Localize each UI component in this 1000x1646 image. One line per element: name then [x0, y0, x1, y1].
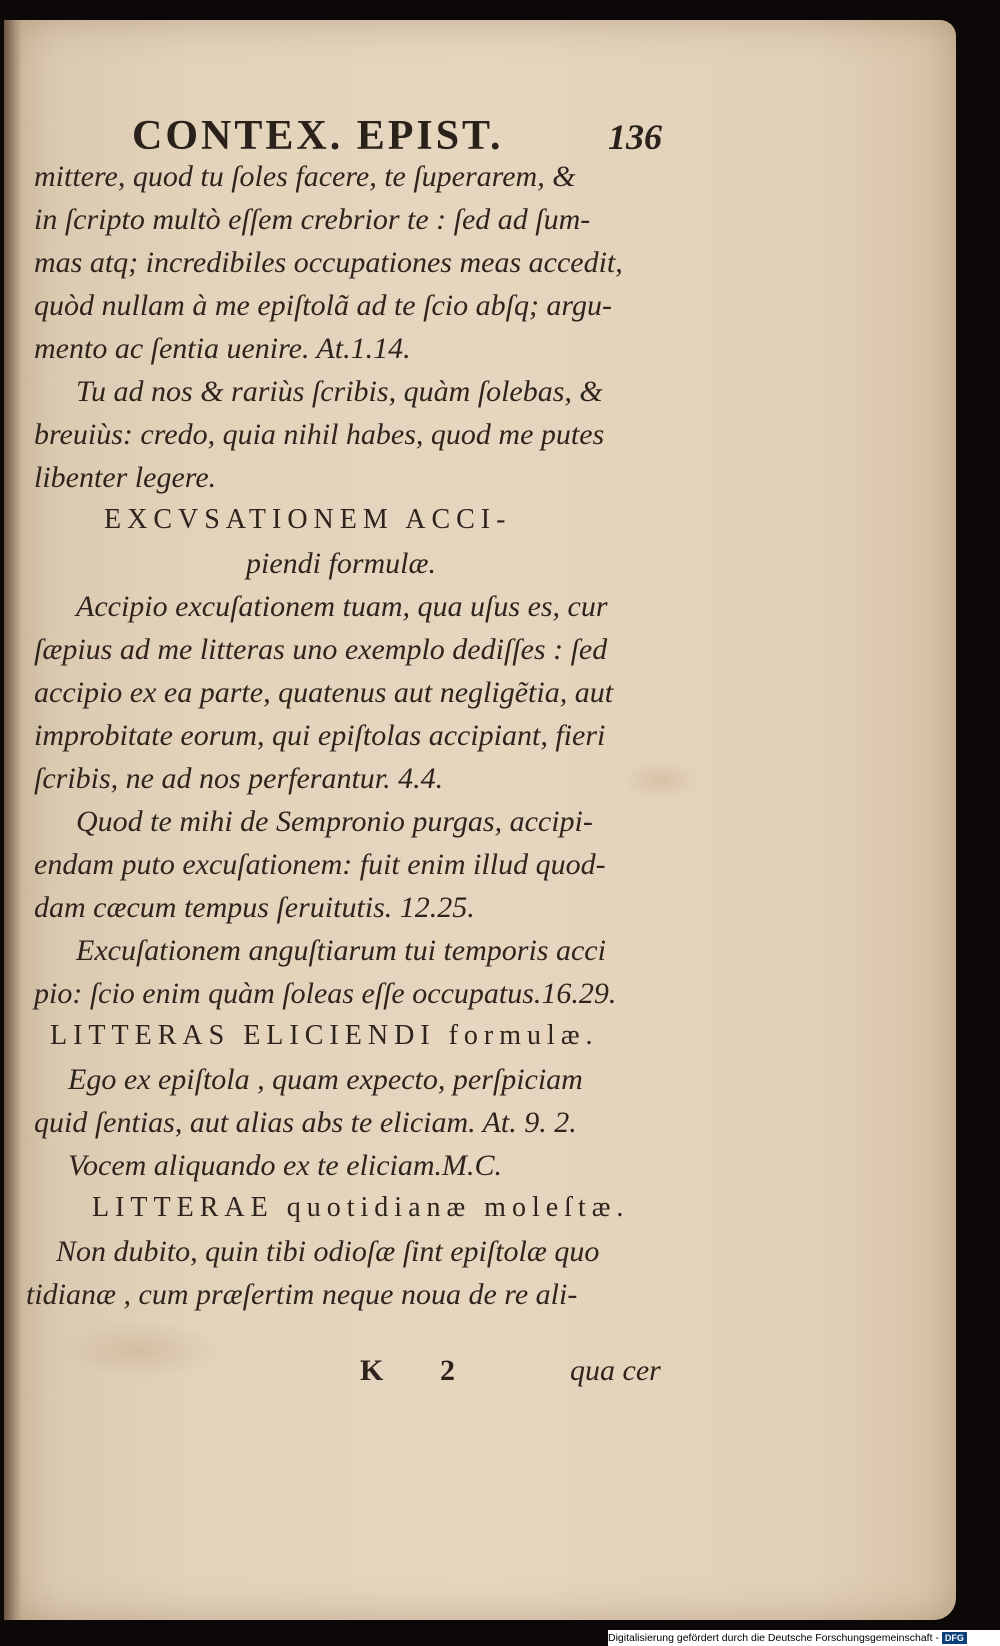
text-line: mittere, quod tu ſoles facere, te ſuperarem, &	[34, 160, 576, 193]
text-line: quid ſentias, aut alias abs te eliciam. At. 9. 2.	[34, 1106, 577, 1139]
text-line: Vocem aliquando ex te eliciam.M.C.	[68, 1149, 503, 1182]
catchline	[360, 1354, 700, 1394]
text-line: accipio ex ea parte, quatenus aut negligẽtia, aut	[34, 676, 614, 709]
text-line: pio: ſcio enim quàm ſoleas eſſe occupatus.16.29.	[34, 977, 617, 1010]
text-line: dam cæcum tempus ſeruitutis. 12.25.	[34, 891, 475, 924]
text-line: Quod te mihi de Sempronio purgas, accipi-	[76, 805, 593, 838]
digitization-credit	[608, 1630, 1000, 1646]
text-line: quòd nullam à me epiſtolã ad te ſcio abſq; argu-	[34, 289, 612, 322]
section-heading: LITTERAE quotidianæ moleſtæ.	[92, 1192, 630, 1223]
text-line: Ego ex epiſtola , quam expecto, perſpiciam	[68, 1063, 583, 1096]
signature-number: 2	[440, 1354, 455, 1387]
text-line: Tu ad nos & rariùs ſcribis, quàm ſolebas, &	[76, 375, 603, 408]
text-line: libenter legere.	[34, 461, 217, 494]
page-gutter	[4, 20, 22, 1620]
text-line: endam puto excuſationem: fuit enim illud quod-	[34, 848, 606, 881]
text-line: in ſcripto multò eſſem crebrior te : ſed ad ſum-	[34, 203, 591, 236]
text-line: mas atq; incredibiles occupationes meas accedit,	[34, 246, 623, 279]
paper-stain	[620, 760, 700, 800]
text-line: breuiùs: credo, quia nihil habes, quod me putes	[34, 418, 605, 451]
text-line: tidianæ , cum præſertim neque noua de re ali-	[26, 1278, 578, 1311]
text-line: ſæpius ad me litteras uno exemplo dediſſes : ſed	[34, 633, 608, 666]
text-line: Non dubito, quin tibi odioſæ ſint epiſtolæ quo	[56, 1235, 600, 1268]
catchword: qua cer	[570, 1354, 661, 1387]
page-header	[128, 110, 688, 164]
signature-mark: K	[360, 1354, 384, 1387]
text-line: ſcribis, ne ad nos perferantur. 4.4.	[34, 762, 444, 795]
page-number: 136	[608, 117, 662, 157]
text-line: Excuſationem anguſtiarum tui temporis acci	[76, 934, 606, 967]
section-heading: LITTERAS ELICIENDI formulæ.	[50, 1020, 599, 1051]
paper-stain	[60, 1320, 220, 1380]
section-heading: EXCVSATIONEM ACCI-	[104, 504, 512, 535]
text-line: improbitate eorum, qui epiſtolas accipiant, fieri	[34, 719, 606, 752]
running-head: CONTEX. EPIST.	[132, 113, 504, 159]
dfg-logo: DFG	[942, 1632, 967, 1644]
credit-text: Digitalisierung gefördert durch die Deutsche Forschungsgemeinschaft -	[608, 1632, 939, 1644]
section-heading: piendi formulæ.	[246, 547, 437, 580]
text-line: Accipio excuſationem tuam, qua uſus es, cur	[76, 590, 608, 623]
text-line: mento ac ſentia uenire. At.1.14.	[34, 332, 411, 365]
